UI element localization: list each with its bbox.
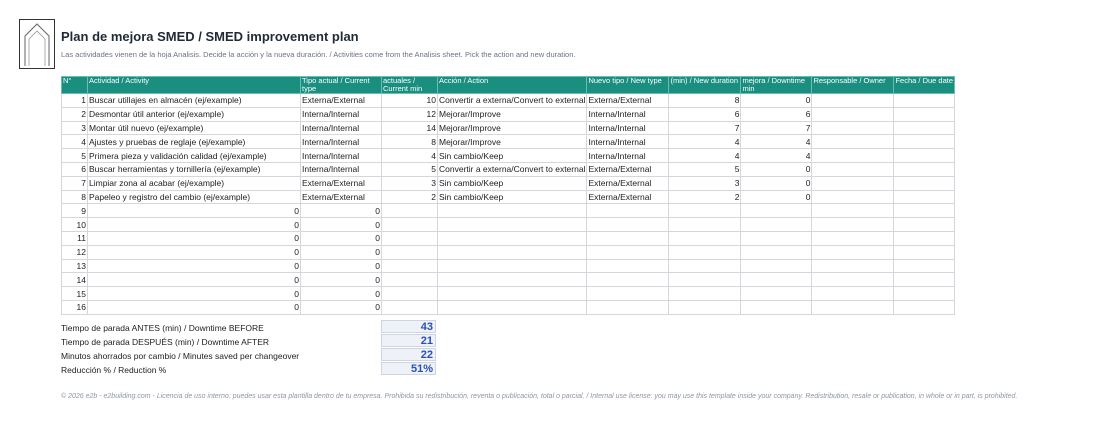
table-cell[interactable] [587,231,669,245]
table-cell[interactable]: 4 [382,149,438,163]
summary-row-after [61,334,441,348]
table-cell[interactable] [741,273,812,287]
table-cell[interactable]: 0 [741,94,812,108]
table-cell[interactable]: Interna/Internal [301,135,382,149]
table-cell[interactable]: 0 [301,245,382,259]
table-cell[interactable] [741,204,812,218]
table-cell[interactable] [669,218,741,232]
table-cell[interactable]: 0 [301,204,382,218]
table-cell[interactable]: 4 [669,149,741,163]
table-cell[interactable]: Interna/Internal [301,107,382,121]
table-cell[interactable] [894,300,955,314]
table-row [62,121,955,135]
table-cell[interactable]: 14 [62,273,88,287]
table-cell[interactable]: Limpiar zona al acabar (ej/example) [88,176,301,190]
table-cell[interactable] [894,135,955,149]
table-cell[interactable] [812,259,894,273]
table-cell[interactable]: 0 [88,231,301,245]
table-cell[interactable] [587,287,669,301]
table-row [62,135,955,149]
table-cell[interactable]: 3 [62,121,88,135]
table-cell[interactable]: 16 [62,300,88,314]
table-cell[interactable]: Sin cambio/Keep [438,149,587,163]
table-cell[interactable] [382,273,438,287]
table-cell[interactable] [812,300,894,314]
column-header[interactable]: actuales / Current min [382,77,438,94]
summary-value[interactable]: 21 [381,334,436,347]
table-cell[interactable]: Montar útil nuevo (ej/example) [88,121,301,135]
table-row [62,231,955,245]
table-cell[interactable]: 7 [62,176,88,190]
table-row [62,176,955,190]
table-cell[interactable]: 3 [669,176,741,190]
table-cell[interactable] [587,273,669,287]
improvement-plan-table [61,76,955,315]
table-cell[interactable] [438,204,587,218]
table-cell[interactable]: 0 [88,218,301,232]
table-cell[interactable]: 12 [382,107,438,121]
table-cell[interactable]: 13 [62,259,88,273]
table-cell[interactable]: Convertir a externa/Convert to external [439,95,586,106]
table-cell[interactable]: Interna/Internal [587,121,669,135]
table-cell[interactable] [741,287,812,301]
table-cell[interactable] [438,287,587,301]
table-cell[interactable]: 6 [62,162,88,176]
table-cell[interactable]: 0 [88,287,301,301]
table-cell[interactable]: 4 [741,149,812,163]
column-header[interactable]: Acción / Action [438,77,587,94]
table-cell[interactable]: 0 [301,300,382,314]
summary-row-before [61,320,441,334]
table-cell[interactable]: Convertir a externa/Convert to external [439,164,586,175]
table-cell[interactable] [812,94,894,108]
table-cell[interactable] [669,259,741,273]
table-cell[interactable]: 5 [382,162,438,176]
table-cell[interactable]: Externa/External [587,162,669,176]
column-header[interactable]: mejora / Downtime min [741,77,812,94]
table-cell[interactable] [812,204,894,218]
table-cell[interactable]: Sin cambio/Keep [438,190,587,204]
page-title: Plan de mejora SMED / SMED improvement plan [61,29,359,44]
table-cell[interactable] [382,218,438,232]
table-cell[interactable]: 10 [382,94,438,108]
table-cell[interactable] [669,245,741,259]
column-header[interactable]: (min) / New duration [669,77,741,94]
table-cell[interactable]: 4 [62,135,88,149]
table-cell[interactable]: 2 [382,190,438,204]
table-cell[interactable] [587,300,669,314]
table-cell[interactable] [894,121,955,135]
table-cell[interactable]: Primera pieza y validación calidad (ej/example) [88,149,301,163]
table-cell[interactable]: 7 [741,121,812,135]
table-row [62,162,955,176]
table-cell[interactable]: Sin cambio/Keep [438,176,587,190]
table-cell[interactable] [741,218,812,232]
table-cell[interactable]: 4 [669,135,741,149]
table-cell[interactable] [669,231,741,245]
table-cell[interactable] [812,231,894,245]
table-cell[interactable] [812,273,894,287]
table-cell[interactable] [894,273,955,287]
table-cell[interactable]: Interna/Internal [301,121,382,135]
table-row [62,287,955,301]
table-cell[interactable] [741,245,812,259]
table-cell[interactable] [894,176,955,190]
table-cell[interactable]: Mejorar/Improve [438,121,587,135]
table-cell[interactable]: 0 [88,259,301,273]
summary-value[interactable]: 51% [381,362,436,375]
table-cell[interactable] [669,273,741,287]
table-cell[interactable] [894,287,955,301]
table-cell[interactable] [812,190,894,204]
table-cell[interactable] [382,259,438,273]
table-row [62,149,955,163]
table-cell[interactable]: 0 [301,259,382,273]
house-logo-icon [19,19,55,69]
table-cell[interactable]: Interna/Internal [587,107,669,121]
table-cell[interactable] [894,162,955,176]
table-cell[interactable]: 9 [62,204,88,218]
table-cell[interactable] [894,218,955,232]
table-cell[interactable] [894,190,955,204]
table-cell[interactable]: 15 [62,287,88,301]
table-row [62,190,955,204]
summary-value[interactable]: 22 [381,348,436,361]
table-cell[interactable] [812,245,894,259]
table-cell[interactable]: 3 [382,176,438,190]
summary-row-reduction [61,362,441,376]
table-cell[interactable] [894,204,955,218]
table-cell[interactable] [438,300,587,314]
column-header[interactable]: Responsable / Owner [812,77,894,94]
table-cell[interactable]: 0 [301,218,382,232]
table-cell[interactable]: Externa/External [301,190,382,204]
table-cell[interactable]: 12 [62,245,88,259]
table-cell[interactable]: 4 [741,135,812,149]
table-cell[interactable] [812,218,894,232]
table-cell[interactable] [812,149,894,163]
table-cell[interactable]: 0 [741,190,812,204]
table-row [62,300,955,314]
table-cell[interactable] [894,231,955,245]
table-header-row [62,77,955,94]
table-cell[interactable] [587,204,669,218]
table-row [62,107,955,121]
table-cell[interactable]: Interna/Internal [587,135,669,149]
table-cell[interactable] [894,149,955,163]
table-cell[interactable]: Buscar herramientas y tornillería (ej/example) [88,162,301,176]
table-cell[interactable]: 8 [62,190,88,204]
table-cell[interactable]: Desmontar útil anterior (ej/example) [88,107,301,121]
table-cell[interactable]: Mejorar/Improve [438,107,587,121]
table-cell[interactable] [669,287,741,301]
table-cell[interactable]: 0 [88,273,301,287]
table-cell[interactable]: 6 [669,107,741,121]
table-cell[interactable] [812,135,894,149]
table-cell[interactable]: 5 [62,149,88,163]
table-cell[interactable]: 1 [62,94,88,108]
license-footer: © 2026 e2b - e2building.com - Licencia de uso interno: puedes usar esta plantilla dentro de tu empresa. Prohibida su redistribución, reventa o publicación, total o parcial. / Internal use license: you may use this template inside your company. Redistribution, resale or publication, in whole or in part, is prohibited. [61,393,1018,400]
table-cell[interactable]: Interna/Internal [301,149,382,163]
table-cell[interactable] [382,300,438,314]
table-cell[interactable] [382,231,438,245]
table-row [62,245,955,259]
table-cell[interactable]: 0 [301,287,382,301]
table-cell[interactable] [741,231,812,245]
table-cell[interactable] [382,245,438,259]
table-cell[interactable]: 8 [669,94,741,108]
table-cell[interactable]: Externa/External [587,176,669,190]
table-cell[interactable] [438,218,587,232]
table-cell[interactable]: Externa/External [301,94,382,108]
table-row [62,273,955,287]
summary-row-saved [61,348,441,362]
table-cell[interactable]: 0 [88,300,301,314]
table-cell[interactable]: 10 [62,218,88,232]
table-cell[interactable] [741,259,812,273]
table-cell[interactable]: 7 [669,121,741,135]
table-cell[interactable] [741,300,812,314]
table-cell[interactable]: Externa/External [301,176,382,190]
table-cell[interactable]: 6 [741,107,812,121]
column-header[interactable]: Nuevo tipo / New type [587,77,669,94]
table-cell[interactable]: 2 [62,107,88,121]
table-cell[interactable]: 0 [88,204,301,218]
table-cell[interactable] [812,107,894,121]
page-subtitle: Las actividades vienen de la hoja Analisis. Decide la acción y la nueva duración. / Activities come from the Analisis sheet. Pick the action and new duration. [61,50,576,59]
table-cell[interactable] [894,259,955,273]
table-cell[interactable]: 0 [301,231,382,245]
table-cell[interactable]: 0 [301,273,382,287]
summary-label: Tiempo de parada DESPUÉS (min) / Downtime AFTER [61,337,270,347]
table-row [62,94,955,108]
table-cell[interactable] [587,259,669,273]
table-cell[interactable] [438,245,587,259]
table-cell[interactable] [812,121,894,135]
table-cell[interactable] [438,259,587,273]
table-cell[interactable] [894,94,955,108]
table-cell[interactable] [669,204,741,218]
summary-value[interactable]: 43 [381,320,436,333]
summary-label: Reducción % / Reduction % [61,365,167,375]
table-cell[interactable]: Ajustes y pruebas de reglaje (ej/example) [88,135,301,149]
table-cell[interactable] [812,176,894,190]
column-header[interactable]: Fecha / Due date [894,77,955,94]
table-cell[interactable]: Buscar utillajes en almacén (ej/example) [88,94,301,108]
table-cell[interactable]: 8 [382,135,438,149]
table-cell[interactable]: Externa/External [587,190,669,204]
table-row [62,204,955,218]
table-cell[interactable] [587,218,669,232]
summary-label: Tiempo de parada ANTES (min) / Downtime BEFORE [61,323,264,333]
table-cell[interactable]: 0 [741,162,812,176]
table-row [62,218,955,232]
table-cell[interactable] [438,231,587,245]
table-cell[interactable] [812,162,894,176]
column-header[interactable]: Actividad / Activity [88,77,301,94]
table-cell[interactable] [812,287,894,301]
table-cell[interactable]: Interna/Internal [587,149,669,163]
column-header[interactable]: Tipo actual / Current type [301,77,382,94]
table-cell[interactable]: 0 [88,245,301,259]
table-row [62,259,955,273]
table-cell[interactable]: Interna/Internal [301,162,382,176]
table-cell[interactable] [587,245,669,259]
table-cell[interactable]: 11 [62,231,88,245]
table-cell[interactable]: 2 [669,190,741,204]
table-cell[interactable] [382,204,438,218]
table-cell[interactable] [669,300,741,314]
table-cell[interactable]: 14 [382,121,438,135]
table-cell[interactable]: Mejorar/Improve [438,135,587,149]
table-cell[interactable]: Papeleo y registro del cambio (ej/example) [88,190,301,204]
table-cell[interactable] [382,287,438,301]
table-cell[interactable]: 0 [741,176,812,190]
table-cell[interactable]: Externa/External [587,94,669,108]
table-cell[interactable]: 5 [669,162,741,176]
column-header[interactable]: N° [62,77,88,94]
summary-label: Minutos ahorrados por cambio / Minutes saved per changeover [61,351,300,361]
table-cell[interactable] [894,245,955,259]
table-cell[interactable] [438,273,587,287]
table-cell[interactable] [894,107,955,121]
